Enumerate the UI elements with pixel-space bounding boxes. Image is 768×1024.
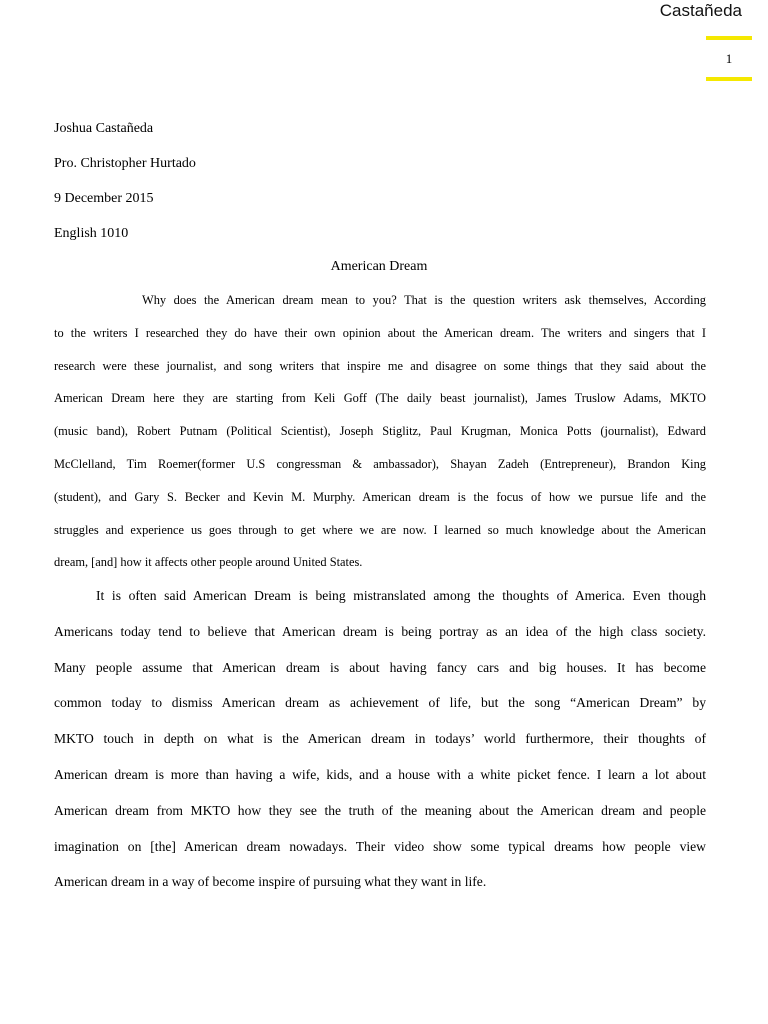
page-number: 1 (725, 51, 733, 66)
page-number-top-rule (706, 36, 752, 40)
paragraph-line: to the writers I researched they do have their own opinion about the American dream. The writers and singers that I (54, 325, 706, 340)
student-name: Joshua Castañeda (54, 121, 154, 136)
paragraph-line: common today to dismiss American dream as achievement of life, but the song “American Dream” by (54, 695, 706, 711)
paragraph-line: (music band), Robert Putnam (Political Scientist), Joseph Stiglitz, Paul Krugman, Monica Potts (journalist), Edward (54, 424, 706, 439)
header-author-surname: Castañeda (659, 1, 742, 20)
paragraph-line: Many people assume that American dream is about having fancy cars and big houses. It has become (54, 659, 706, 675)
paragraph-line: American Dream here they are starting from Keli Goff (The daily beast journalist), James Truslow Adams, MKTO (54, 391, 706, 406)
body-paragraph-1 (54, 290, 706, 585)
paragraph-line: Why does the American dream mean to you? That is the question writers ask themselves, According (142, 293, 706, 307)
paragraph-line: McClelland, Tim Roemer(former U.S congressman & ambassador), Shayan Zadeh (Entrepreneur), Brandon King (54, 456, 706, 471)
paragraph-line: Americans today tend to believe that American dream is being portray as an idea of the high class society. (54, 623, 706, 639)
instructor-name: Pro. Christopher Hurtado (54, 156, 196, 171)
paragraph-line: American dream is more than having a wife, kids, and a house with a white picket fence. I learn a lot about (54, 766, 706, 782)
course-name: English 1010 (54, 226, 129, 241)
paragraph-line: (student), and Gary S. Becker and Kevin M. Murphy. American dream is the focus of how we pursue life and the (54, 489, 706, 504)
paragraph-line: American dream in a way of become inspire of pursuing what they want in life. (54, 874, 487, 890)
essay-title: American Dream (330, 259, 428, 274)
page-number-box (706, 36, 752, 82)
paragraph-line: American dream from MKTO how they see the truth of the meaning about the American dream and people (54, 802, 706, 818)
essay-date: 9 December 2015 (54, 191, 154, 206)
mla-heading (54, 119, 714, 259)
paragraph-line: imagination on [the] American dream nowadays. Their video show some typical dreams how people view (54, 838, 706, 854)
body-paragraph-2 (54, 586, 706, 908)
paragraph-line: dream, [and] how it affects other people around United States. (54, 555, 363, 570)
page-number-bottom-rule (706, 77, 752, 81)
paragraph-line: MKTO touch in depth on what is the American dream in todays’ world furthermore, their thoughts of (54, 731, 706, 747)
paragraph-line: research were these journalist, and song writers that inspire me and disagree on some things that they said about the (54, 358, 706, 373)
paragraph-line: struggles and experience us goes through to get where we are now. I learned so much knowledge about the American (54, 522, 706, 537)
paragraph-line: It is often said American Dream is being mistranslated among the thoughts of America. Even though (96, 588, 706, 603)
